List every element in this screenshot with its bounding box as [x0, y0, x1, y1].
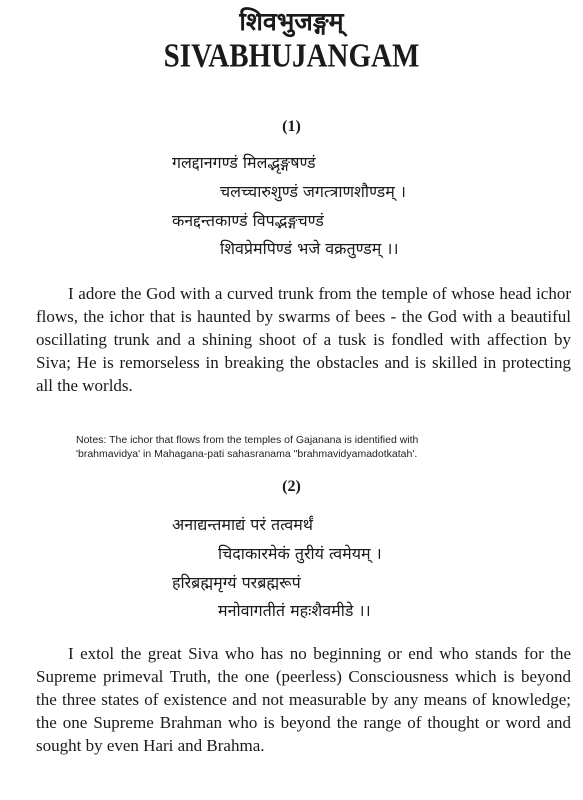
verse-2-sanskrit-line-4: मनोवागतीतं महःशैवमीडे ।। [218, 601, 371, 620]
title-sanskrit: शिवभुजङ्गम् [239, 7, 344, 36]
verse-2-translation: I extol the great Siva who has no beginning or end who stands for the Supreme primeval Truth, the one (peerless) Consciousness which is beyond the three states of existence and not measurable by any means of knowledge; the one Supreme Brahman who is beyond the range of thought or word and sought by even Hari and Brahma. [36, 644, 571, 755]
title-english: SIVABHUJANGAM [163, 37, 420, 75]
verse-2-sanskrit-line-2: चिदाकारमेकं तुरीयं त्वमेयम् । [218, 544, 382, 563]
verse-1-sanskrit-line-2: चलच्चारुशुण्डं जगत्त्राणशौण्डम् । [220, 182, 406, 201]
verse-1-translation: I adore the God with a curved trunk from the temple of whose head ichor flows, the ichor that is haunted by swarms of bees - the God with a beautiful oscillating trunk and a shining shoot of a tusk is fondled with affection by Siva; He is remorseless in breaking the obstacles and is skilled in protecting all the worlds. [36, 284, 571, 395]
verse-2-sanskrit-line-3: हरिब्रह्ममृग्यं परब्रह्मरूपं [172, 573, 301, 592]
verse-1-note-line-1: Notes: The ichor that flows from the temples of Gajanana is identified with [76, 434, 419, 446]
verse-1-sanskrit-line-1: गलद्दानगण्डं मिलद्भृङ्गषण्डं [172, 153, 316, 172]
verse-1-number: (1) [282, 118, 301, 135]
verse-1-sanskrit-line-4: शिवप्रेमपिण्डं भजे वक्रतुण्डम् ।। [220, 239, 399, 258]
verse-1-note-line-2: 'brahmavidya' in Mahagana-pati sahasranama "brahmavidyamadotkatah'. [76, 448, 418, 460]
verse-2-number: (2) [282, 478, 301, 495]
verse-2-sanskrit-line-1: अनाद्यन्तमाद्यं परं तत्वमर्थं [172, 515, 314, 534]
verse-1-sanskrit-line-3: कनद्दन्तकाण्डं विपद्भङ्गचण्डं [172, 211, 324, 230]
